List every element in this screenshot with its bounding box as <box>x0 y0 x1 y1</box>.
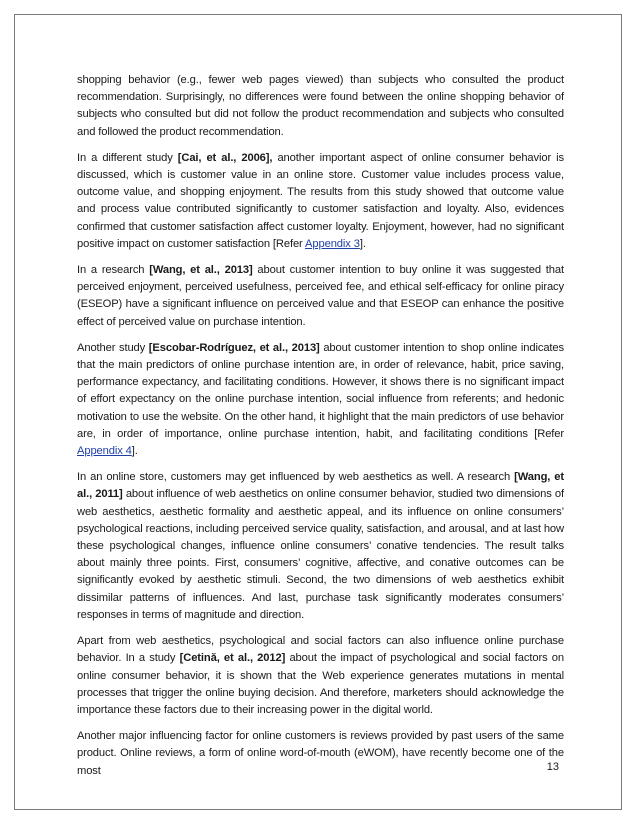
citation: [Wang, et al., 2013] <box>149 264 253 277</box>
paragraph-text: ]. <box>131 445 138 458</box>
paragraph-text: ]. <box>359 237 366 250</box>
paragraph-text: about the impact of psychological and social factors on online consumer behavior, it is shown that the Web experience generates mutations in mental processes that trigger the online buying decision. And therefore, marketers should acknowledge the importance these factors due to their increasing power in the digital world. <box>77 652 564 716</box>
document-body <box>77 72 564 789</box>
paragraph-text: In a different study <box>77 151 178 164</box>
paragraph <box>77 72 564 141</box>
paragraph-text: shopping behavior (e.g., fewer web pages viewed) than subjects who consulted the product recommendation. Surprisingly, no differences were found between the online shopping behavior of subjects who consulted but did not follow the product recommendation and subjects who consulted and followed the product recommendation. <box>77 74 564 138</box>
paragraph-text: about customer intention to shop online indicates that the main predictors of online purchase intention are, in order of relevance, habit, price saving, performance expectancy, and facilitating conditions. However, it shows there is no significant impact of effort expectancy on the online purchase intention, social influence from referents; and hedonic motivation to use the website. On the other hand, it highlight that the main predictors of use behavior are, in order of importance, online purchase intention, habit, and facilitating conditions [Refer <box>77 341 564 440</box>
paragraph-text: Another major influencing factor for online customers is reviews provided by past users of the same product. Online reviews, a form of online word-of-mouth (eWOM), have recently become one of the most <box>77 730 564 777</box>
paragraph-text: In an online store, customers may get influenced by web aesthetics as well. A research <box>77 471 515 484</box>
paragraph <box>77 469 564 624</box>
paragraph <box>77 150 564 253</box>
citation: [Escobar-Rodríguez, et al., 2013] <box>148 341 320 354</box>
paragraph-text: Another study <box>77 341 149 354</box>
paragraph-text: about influence of web aesthetics on online consumer behavior, studied two dimensions of web aesthetics, aesthetic formality and aesthetic appeal, and its influence on online consumers’ psychological reactions, including perceived service quality, satisfaction, and arousal, and at last how these psychological changes, influence online consumers’ conative tendencies. The result talks about mainly three points. First, consumers’ cognitive, affective, and conative outcomes can be significantly evoked by aesthetic stimuli. Second, the two dimensions of web aesthetics exhibit dissimilar patterns of influences. And last, purchase task significantly moderates consumers’ responses in terms of magnitude and direction. <box>77 488 564 621</box>
citation: [Cai, et al., 2006], <box>177 151 273 164</box>
paragraph <box>77 728 564 780</box>
paragraph <box>77 633 564 719</box>
paragraph <box>77 340 564 460</box>
paragraph-text: In a research <box>77 264 150 277</box>
paragraph-text: Apart from web aesthetics, psychological and social factors can also influence online purchase behavior. In a study <box>77 635 564 665</box>
paragraph <box>77 262 564 331</box>
paragraph-text: about customer intention to buy online it was suggested that perceived enjoyment, perceived usefulness, perceived fee, and ethical self-efficacy for online piracy (ESEOP) have a significant influence on perceived value and that ESEOP can enhance the positive effect of perceived value on purchase intention. <box>77 264 564 328</box>
paragraph-text: another important aspect of online consumer behavior is discussed, which is customer value in an online store. Customer value includes process value, outcome value, and shopping enjoyment. The results from this study showed that outcome value and process value contributed significantly to customer satisfaction and loyalty. Also, evidences confirmed that customer satisfaction affect customer loyalty. Enjoyment, however, had no significant positive impact on customer satisfaction [Refer <box>77 151 564 250</box>
appendix-link[interactable]: Appendix 4 <box>77 445 132 458</box>
page-number: 13 <box>546 761 559 773</box>
citation: [Cetină, et al., 2012] <box>179 652 286 665</box>
citation: [Wang, et al., 2011] <box>77 471 565 501</box>
appendix-link[interactable]: Appendix 3 <box>305 237 360 250</box>
